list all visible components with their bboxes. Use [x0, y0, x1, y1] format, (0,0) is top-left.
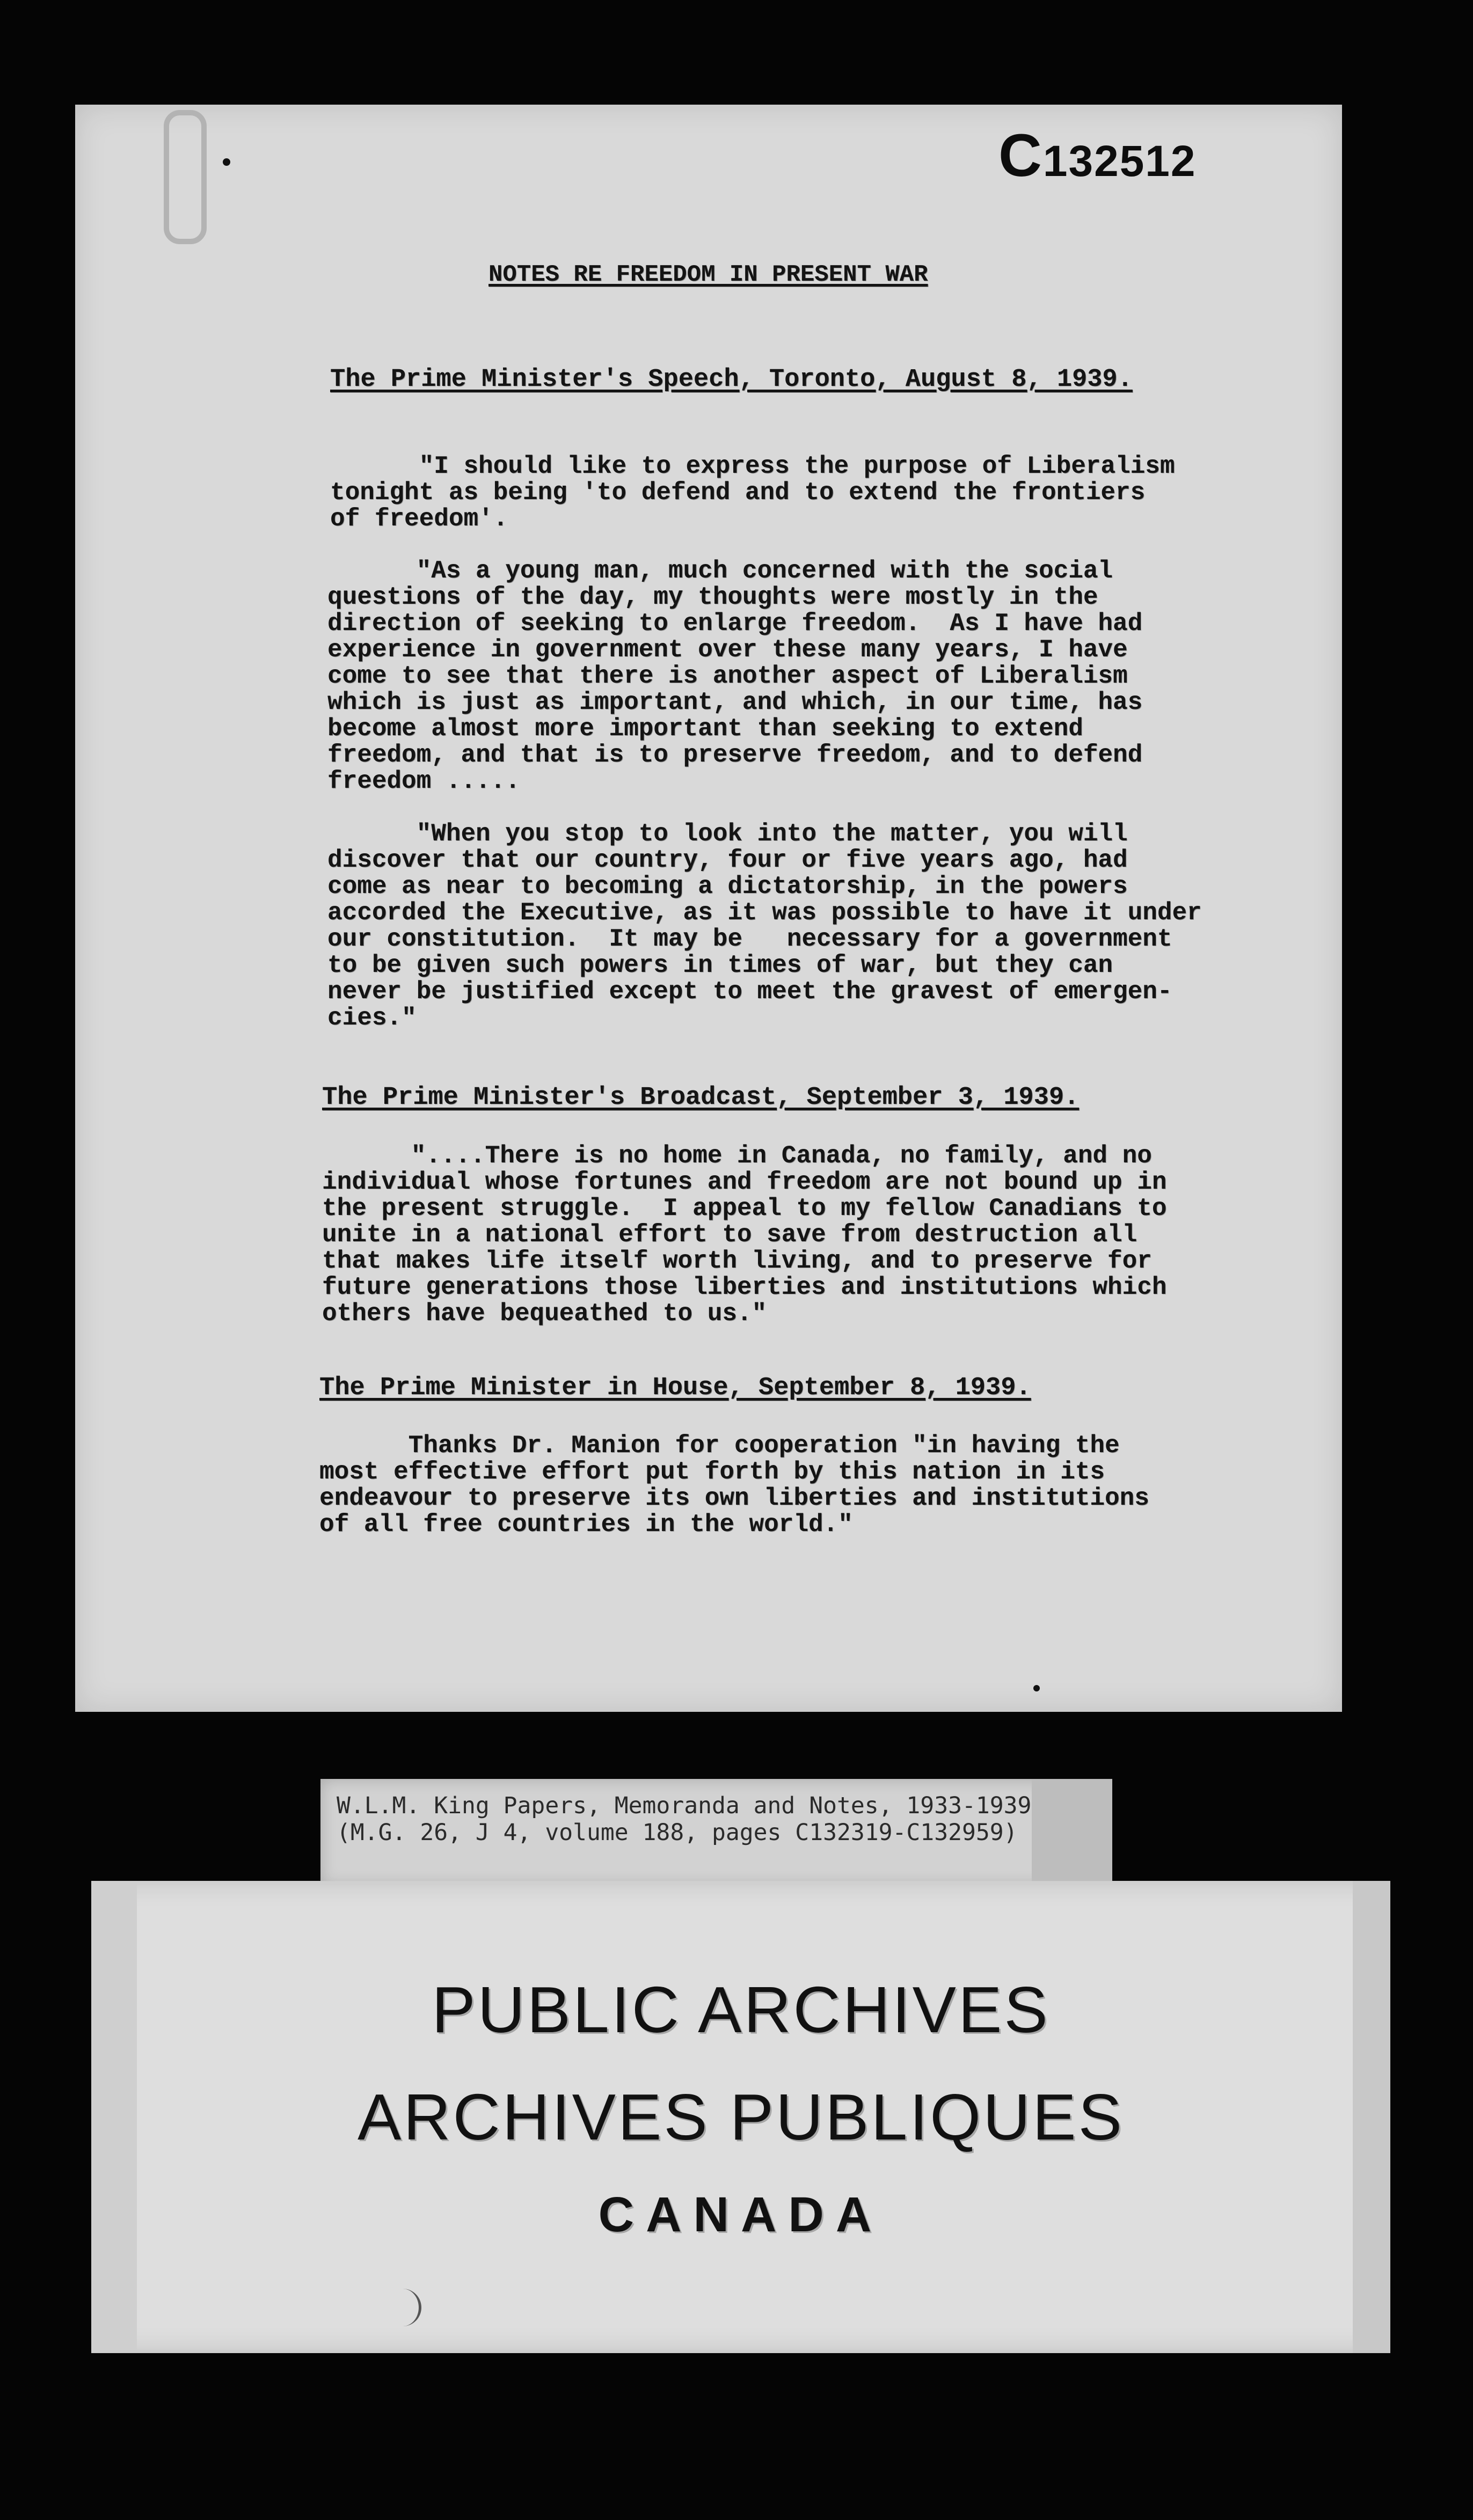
archive-line-country: CANADA	[598, 2187, 884, 2242]
reference-line-2: (M.G. 26, J 4, volume 188, pages C132319-C132959)	[337, 1819, 1018, 1846]
page-stamp	[998, 121, 1197, 190]
reference-line-1: W.L.M. King Papers, Memoranda and Notes, 1933-1939	[337, 1792, 1032, 1819]
torn-edge	[1032, 1779, 1112, 1886]
stamp-number: 132512	[1042, 137, 1197, 186]
reference-text	[337, 1792, 1031, 1846]
paragraph-house: Thanks Dr. Manion for cooperation "in having the most effective effort put forth by this nation in its endeavour to preserve its own liberties and institutions of all free countries in the world."	[319, 1432, 1149, 1539]
paragraph-dictatorship: "When you stop to look into the matter, you will discover that our country, four or five years ago, had come as near to becoming a dictatorship, in the powers accorded the Executive, as it was possible to have it under our constitution. It may be necessary for a government to be given such powers in times of war, but they can never be justified except to meet the gravest of emergen- cies."	[327, 820, 1202, 1032]
pencil-mark	[403, 2289, 421, 2326]
punch-dot	[223, 158, 230, 166]
archive-card	[91, 1881, 1390, 2353]
section-heading-broadcast: The Prime Minister's Broadcast, September 3, 1939.	[322, 1083, 1080, 1112]
section-heading-house: The Prime Minister in House, September 8, 1939.	[319, 1374, 1031, 1402]
paragraph-young-man: "As a young man, much concerned with the social questions of the day, my thoughts were mostly in the direction of seeking to enlarge freedom. As I have had experience in government over these many years, I have come to see that there is another aspect of Liberalism which is just as important, and which, in our time, has become almost more important than seeking to extend freedom, and that is to preserve freedom, and to defend freedom .....	[327, 557, 1143, 795]
reference-slip	[320, 1779, 1112, 1886]
archive-line-english: PUBLIC ARCHIVES	[432, 1973, 1050, 2046]
stamp-prefix: C	[998, 122, 1043, 189]
document-title: NOTES RE FREEDOM IN PRESENT WAR	[488, 261, 928, 288]
section-heading-toronto-speech: The Prime Minister's Speech, Toronto, August 8, 1939.	[330, 365, 1133, 394]
paragraph-liberalism-purpose: "I should like to express the purpose of Liberalism tonight as being 'to defend and to extend the frontiers of freedom'.	[330, 452, 1175, 533]
ink-dot	[1033, 1685, 1040, 1691]
typed-document-page	[75, 105, 1342, 1712]
paragraph-broadcast: "....There is no home in Canada, no family, and no individual whose fortunes and freedom are not bound up in the present struggle. I appeal to my fellow Canadians to unite in a national effort to save from destruction all that makes life itself worth living, and to preserve for future generations those liberties and institutions which others have bequeathed to us."	[322, 1142, 1167, 1328]
paperclip-mark	[164, 110, 207, 244]
archive-line-french: ARCHIVES PUBLIQUES	[358, 2081, 1124, 2153]
